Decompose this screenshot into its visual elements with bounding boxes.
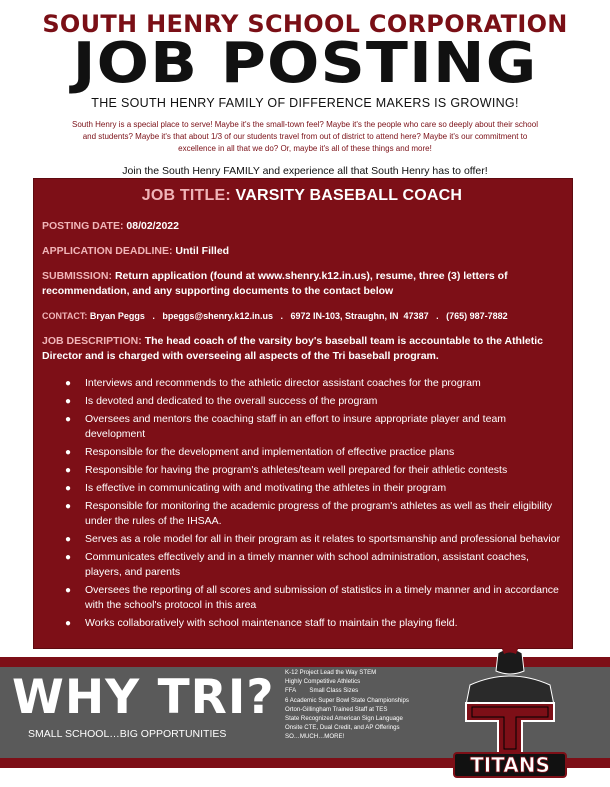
duty-item: ● Interviews and recommends to the athletic director assistant coaches for the program xyxy=(65,377,481,389)
logo-text: TITANS xyxy=(470,753,550,777)
titan-helmet-icon xyxy=(496,649,524,674)
job-title-value: VARSITY BASEBALL COACH xyxy=(235,187,463,204)
duty-item: ● Responsible for monitoring the academic progress of the program's athletes as well as their eligibility under the rules of the IHSAA. xyxy=(65,500,553,527)
job-title-label: JOB TITLE: xyxy=(141,187,231,204)
duty-item: ● Responsible for the development and implementation of effective practice plans xyxy=(65,446,455,458)
job-posting-banner: JOB POSTING xyxy=(72,31,538,96)
duties-list xyxy=(42,376,562,631)
bullet-icon: ● xyxy=(65,534,72,545)
duty-item: ● Serves as a role model for all in their program as it relates to sportsmanship and professional behavior xyxy=(65,533,561,545)
duty-item: ● Is devoted and dedicated to the overall success of the program xyxy=(65,395,378,407)
perk-item: K-12 Project Lead the Way STEM xyxy=(285,669,377,676)
duty-item: ● Oversees the reporting of all scores and submission of statistics in a timely manner and in accordance with the school's protocol in this area xyxy=(65,584,559,611)
bullet-icon: ● xyxy=(65,483,72,494)
contact xyxy=(42,309,562,324)
bullet-icon: ● xyxy=(65,447,72,458)
contact-value: Bryan Peggs . bpeggs@shenry.k12.in.us . 6972 IN-103, Straughn, IN 47387 . (765) 987-7882 xyxy=(89,311,508,321)
application-deadline xyxy=(42,244,562,259)
duty-item: ● Oversees and mentors the coaching staff in an effort to insure appropriate player and team development xyxy=(65,413,507,440)
organization-name: SOUTH HENRY SCHOOL CORPORATION xyxy=(42,10,568,38)
bullet-icon: ● xyxy=(65,501,72,512)
duty-item: ● Is effective in communicating with and motivating the athletes in their program xyxy=(65,482,447,494)
titans-logo xyxy=(450,645,570,780)
duty-item: ● Works collaboratively with school maintenance staff to maintain the playing field. xyxy=(65,617,458,629)
deadline-value: Until Filled xyxy=(175,245,230,257)
perk-item: FFA Small Class Sizes xyxy=(285,687,359,695)
job-description xyxy=(42,334,562,364)
duty-item: ● Communicates effectively and in a timely manner with school administration, assistant coaches, players, and parents xyxy=(65,551,529,578)
job-details-box xyxy=(33,178,573,649)
perk-item: Onsite CTE, Dual Credit, and AP Offerings xyxy=(285,724,400,732)
bullet-icon: ● xyxy=(65,414,72,425)
bullet-icon: ● xyxy=(65,378,72,389)
t-letter-icon xyxy=(466,703,554,753)
bullet-icon: ● xyxy=(65,618,72,629)
posting-date xyxy=(42,219,562,234)
duty-item: ● Responsible for having the program's athletes/team well prepared for their athletic contests xyxy=(65,464,508,476)
footer-tagline: SMALL SCHOOL…BIG OPPORTUNITIES xyxy=(28,728,227,740)
contact-label: CONTACT: xyxy=(42,311,88,321)
why-tri-heading: WHY TRI? xyxy=(12,670,275,725)
perks-list xyxy=(285,668,455,742)
perk-item: Orton-Gillingham Trained Staff at TES xyxy=(285,705,388,713)
submission xyxy=(42,269,562,299)
headline: THE SOUTH HENRY FAMILY OF DIFFERENCE MAKERS IS GROWING! xyxy=(91,96,519,110)
posting-date-label: POSTING DATE: xyxy=(42,220,124,232)
bullet-icon: ● xyxy=(65,396,72,407)
bullet-icon: ● xyxy=(65,552,72,563)
intro-paragraph: South Henry is a special place to serve! Maybe it's the small-town feel? Maybe it's the people who care so deeply about their school and students? Maybe it's that about 1/3 of our students travel from out of district to attend here? Maybe it's our commitment to excellence in all that we do? Or, maybe it's all of these things and more! xyxy=(72,120,538,153)
submission-value: Return application (found at www.shenry.k12.in.us), resume, three (3) letters of recommendation, and any supporting documents to the contact below xyxy=(42,270,508,297)
bullet-icon: ● xyxy=(65,585,72,596)
perk-item: SO…MUCH…MORE! xyxy=(285,733,345,741)
posting-date-value: 08/02/2022 xyxy=(126,220,179,232)
perk-item: 6 Academic Super Bowl State Championships xyxy=(285,696,409,704)
submission-label: SUBMISSION: xyxy=(42,270,113,282)
job-description-value: The head coach of the varsity boy's baseball team is accountable to the Athletic Director and is charged with overseeing all aspects of the Tri baseball program. xyxy=(42,335,543,362)
perk-item: State Recognized American Sign Language xyxy=(285,715,403,723)
invite-line: Join the South Henry FAMILY and experience all that South Henry has to offer! xyxy=(122,165,488,177)
perk-item: Highly Competitive Athletics xyxy=(285,678,361,686)
job-title xyxy=(42,187,562,205)
deadline-label: APPLICATION DEADLINE: xyxy=(42,245,173,257)
job-description-label: JOB DESCRIPTION: xyxy=(42,335,142,347)
bullet-icon: ● xyxy=(65,465,72,476)
